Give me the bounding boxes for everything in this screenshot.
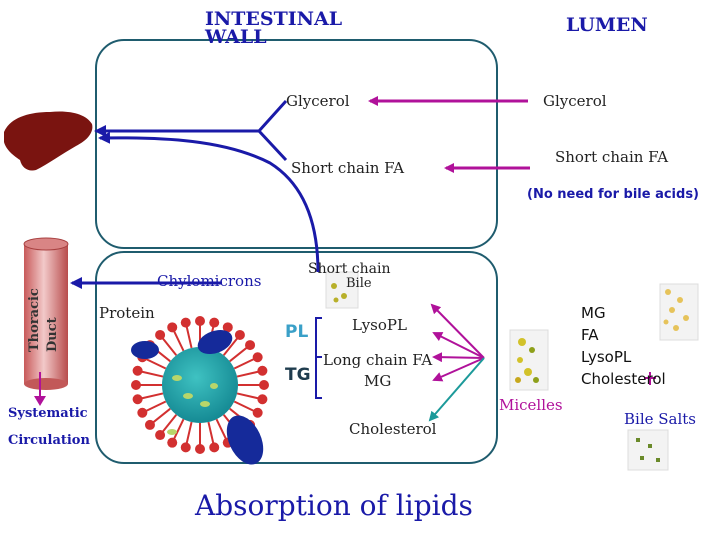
short-chain-merge-line <box>259 131 286 160</box>
bile-label: Bile <box>346 276 372 291</box>
micelle-cluster-icon <box>510 330 548 390</box>
wall-short-chain-fa-label: Short chain FA <box>291 159 405 177</box>
liver-icon <box>4 112 92 171</box>
glycerol-merge-line <box>259 101 286 131</box>
intestinal-wall-header: INTESTINAL WALL <box>205 8 343 48</box>
micelle-arrows <box>430 305 484 420</box>
lumen-fat-droplets-icon <box>660 284 698 340</box>
lysopl-label: LysoPL <box>352 316 407 334</box>
lumen-lipid-mixture-list <box>581 302 666 390</box>
thoracic-duct-label: Thoracic Duct <box>27 288 60 352</box>
tg-label: TG <box>285 365 311 385</box>
mixture-cholesterol: Cholesterol <box>581 370 666 388</box>
circulation-label: Circulation <box>8 433 90 448</box>
lumen-glycerol-label: Glycerol <box>543 92 607 110</box>
short-chain-label: Short chain <box>308 261 391 277</box>
page-title: Absorption of lipids <box>195 489 473 522</box>
cholesterol-label: Cholesterol <box>349 420 437 438</box>
pl-label: PL <box>285 322 309 342</box>
bile-salts-label: Bile Salts <box>624 410 697 428</box>
no-bile-note: (No need for bile acids) <box>527 187 700 202</box>
mixture-lysopl: LysoPL <box>581 348 632 366</box>
lumen-header: LUMEN <box>566 14 648 36</box>
long-chain-fa-label: Long chain FA <box>323 351 433 369</box>
systematic-label: Systematic <box>8 406 88 421</box>
chylomicrons-label: Chylomicrons <box>157 272 262 290</box>
upper-wall-box <box>96 40 497 248</box>
micelles-label: Micelles <box>499 396 563 414</box>
bile-salts-icon <box>628 430 668 470</box>
chylomicron-particle <box>131 316 270 470</box>
mixture-fa: FA <box>581 326 599 344</box>
protein-label: Protein <box>99 304 155 322</box>
mg-label: MG <box>364 372 392 390</box>
lumen-short-chain-fa-label: Short chain FA <box>555 148 669 166</box>
mixture-mg: MG <box>581 304 606 322</box>
wall-glycerol-label: Glycerol <box>286 92 350 110</box>
